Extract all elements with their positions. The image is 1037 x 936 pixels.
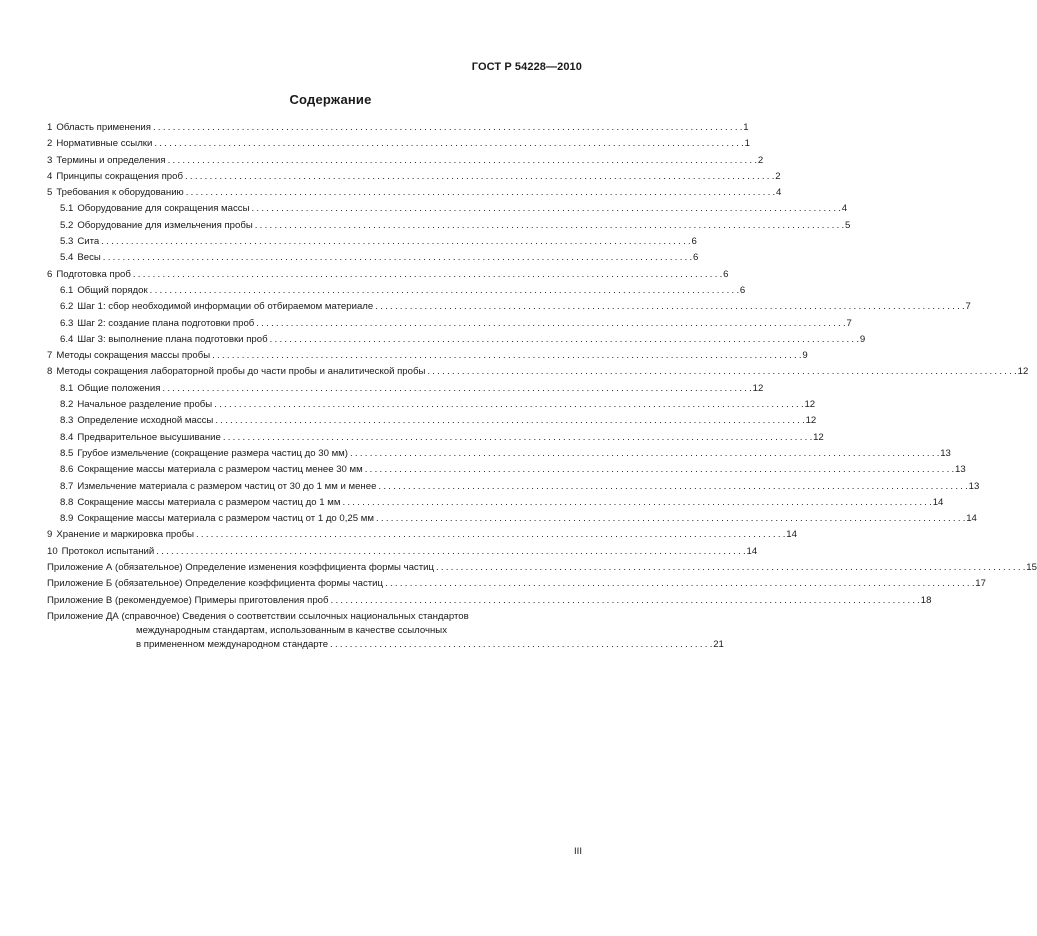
toc-dot-leader [215, 413, 804, 429]
toc-entry-number: 8.7 [60, 480, 74, 492]
toc-dot-leader [365, 462, 954, 478]
toc-entry-page: 14 [786, 529, 797, 541]
toc-entry[interactable] [47, 267, 729, 283]
toc-entry[interactable] [47, 234, 697, 250]
toc-entry[interactable] [47, 332, 866, 348]
toc-entry-page: 6 [693, 252, 699, 264]
toc-entry-title: Нормативные ссылки [56, 138, 153, 150]
toc-entry[interactable] [47, 201, 848, 217]
toc-entry-title: Шаг 1: сбор необходимой информации об отбираемом материале [77, 301, 374, 313]
toc-entry[interactable] [47, 316, 852, 332]
toc-entry-page: 2 [757, 154, 764, 166]
toc-entry-page: 13 [940, 447, 951, 459]
toc-entry-title: Общий порядок [77, 284, 148, 296]
toc-entry-number: 6 [47, 268, 53, 280]
toc-entry[interactable] [47, 430, 824, 446]
toc-entry-number: 5.1 [60, 203, 74, 215]
toc-entry[interactable] [47, 169, 781, 185]
toc-entry-number: 5.3 [60, 236, 74, 248]
toc-dot-leader [375, 299, 964, 315]
toc-dot-leader [196, 527, 785, 543]
toc-entry-page: 6 [723, 268, 729, 280]
toc-entry-title: Предварительное высушивание [77, 431, 221, 443]
toc-entry-page: 1 [743, 122, 749, 133]
toc-entry-title: Приложение В (рекомендуемое) Примеры приготовления проб [47, 594, 329, 606]
toc-entry-page: 14 [746, 545, 758, 557]
toc-dot-leader [156, 544, 745, 560]
toc-entry-number: 8.2 [60, 399, 74, 411]
toc-entry-number: 8.9 [60, 513, 74, 525]
toc-dot-leader [133, 267, 722, 283]
toc-entry[interactable] [47, 479, 980, 495]
toc-entry-page: 6 [739, 284, 746, 296]
toc-entry-title: Приложение А (обязательное) Определение изменения коэффициента формы частиц [47, 562, 434, 574]
toc-entry-page: 9 [859, 333, 866, 345]
toc-dot-leader [186, 185, 775, 201]
toc-entry[interactable] [47, 250, 699, 266]
toc-dot-leader [350, 446, 939, 462]
toc-entries [47, 120, 1037, 609]
toc-entry-title: Шаг 3: выполнение плана подготовки проб [77, 333, 268, 345]
toc-entry-title: Сокращение массы материала с размером частиц от 1 до 0,25 мм [77, 513, 374, 525]
toc-entry-number: 5.2 [60, 219, 74, 231]
toc-entry-number: 4 [47, 170, 53, 182]
toc-entry[interactable] [47, 527, 797, 543]
toc-entry-number: 2 [47, 138, 53, 150]
toc-entry-title: Принципы сокращения проб [56, 170, 183, 182]
toc-entry-page: 12 [804, 399, 816, 411]
toc-dot-leader [150, 283, 739, 299]
toc-dot-leader [168, 153, 757, 169]
toc-dot-leader [255, 218, 844, 234]
toc-entry[interactable] [47, 511, 977, 527]
toc-entry[interactable] [47, 593, 932, 609]
toc-entry-number: 5.4 [60, 252, 74, 264]
toc-entry-page: 6 [691, 236, 697, 248]
toc-entry-title: Протокол испытаний [61, 545, 155, 557]
toc-entry-page: 18 [920, 594, 932, 606]
toc-entry-appendix-da-page: 21 [713, 638, 724, 650]
toc-entry-title: Оборудование для измельчения пробы [77, 219, 253, 231]
toc-entry-page: 2 [775, 170, 781, 182]
toc-title: Содержание [289, 92, 372, 107]
toc-entry[interactable] [47, 576, 986, 592]
toc-entry-page: 4 [776, 187, 782, 199]
toc-entry-appendix-da-line2: международным стандартам, использованным в качестве ссылочных [136, 624, 447, 636]
toc-entry-title: Термины и определения [56, 154, 166, 166]
toc-entry[interactable] [47, 153, 764, 169]
toc-dot-leader [153, 120, 742, 136]
toc-entry[interactable] [47, 348, 808, 364]
toc-entry-page: 9 [802, 350, 808, 362]
toc-entry[interactable] [47, 136, 750, 152]
toc-entry-number: 6.4 [60, 333, 74, 345]
toc-dot-leader [212, 348, 801, 364]
toc-entry-number: 8.1 [60, 382, 74, 394]
toc-entry-page: 14 [932, 496, 944, 508]
toc-entry[interactable] [47, 397, 816, 413]
toc-dot-leader [330, 638, 712, 652]
toc-entry-number: 6.2 [60, 301, 74, 313]
toc-entry-title: Методы сокращения лабораторной пробы до части пробы и аналитической пробы [56, 366, 426, 378]
toc-entry-page: 13 [955, 464, 966, 476]
toc-entry-number: 8.5 [60, 447, 74, 459]
toc-entry-title: Сита [77, 236, 100, 248]
toc-entry-number: 8.3 [60, 415, 74, 427]
toc-entry-title: Весы [77, 252, 101, 264]
toc-entry-page: 12 [805, 415, 817, 427]
toc-entry-title: Измельчение материала с размером частиц от 30 до 1 мм и менее [77, 480, 377, 492]
toc-entry-page: 7 [965, 301, 971, 313]
toc-entry-title: Хранение и маркировка пробы [56, 529, 194, 541]
toc-entry[interactable] [47, 120, 749, 136]
toc-entry-number: 7 [47, 350, 53, 362]
toc-dot-leader [162, 381, 751, 397]
toc-entry-page: 17 [975, 578, 986, 590]
toc-entry[interactable] [47, 364, 1029, 380]
toc-dot-leader [154, 136, 743, 152]
table-of-contents [47, 120, 1037, 651]
toc-entry-number: 9 [47, 529, 53, 541]
toc-entry-page: 7 [846, 317, 852, 329]
toc-dot-leader [378, 479, 967, 495]
toc-entry-number: 6.1 [60, 284, 74, 296]
toc-entry-page: 14 [966, 513, 977, 525]
toc-dot-leader [270, 332, 859, 348]
toc-entry-title: Область применения [56, 122, 151, 133]
toc-entry-title: Приложение Б (обязательное) Определение коэффициента формы частиц [47, 578, 384, 590]
toc-entry[interactable] [47, 299, 971, 315]
toc-entry-number: 1 [47, 122, 53, 133]
toc-entry-title: Оборудование для сокращения массы [77, 203, 250, 215]
toc-entry[interactable] [47, 283, 746, 299]
toc-entry-title: Шаг 2: создание плана подготовки проб [77, 317, 255, 329]
toc-entry-title: Общие положения [77, 382, 161, 394]
toc-entry-title: Начальное разделение пробы [77, 399, 213, 411]
toc-entry-title: Определение исходной массы [77, 415, 214, 427]
toc-entry-title: Грубое измельчение (сокращение размера частиц до 30 мм) [77, 447, 348, 459]
toc-entry[interactable] [47, 544, 758, 560]
toc-entry-page: 12 [1017, 366, 1029, 378]
toc-entry-page: 13 [968, 480, 980, 492]
toc-entry-title: Подготовка проб [56, 268, 131, 280]
toc-dot-leader [103, 250, 692, 266]
toc-entry-appendix-da-line1: Приложение ДА (справочное) Сведения о соответствии ссылочных национальных стандартов [47, 610, 469, 622]
toc-entry-title: Сокращение массы материала с размером частиц до 1 мм [77, 496, 341, 508]
toc-dot-leader [331, 593, 920, 609]
toc-dot-leader [385, 576, 974, 592]
toc-entry-page: 15 [1026, 562, 1037, 574]
toc-dot-leader [251, 201, 840, 217]
toc-entry-page: 1 [744, 138, 750, 150]
toc-entry-page: 4 [841, 203, 848, 215]
toc-entry-title: Методы сокращения массы пробы [56, 350, 211, 362]
toc-entry-appendix-da-line3-text: в примененном международном стандарте [136, 638, 329, 650]
toc-dot-leader [376, 511, 965, 527]
toc-entry-page: 12 [813, 431, 824, 443]
toc-entry-number: 5 [47, 187, 53, 199]
toc-dot-leader [436, 560, 1025, 576]
toc-entry-page: 5 [845, 219, 851, 231]
toc-entry[interactable] [47, 218, 851, 234]
toc-entry-appendix-da[interactable] [47, 610, 724, 651]
toc-entry[interactable] [47, 462, 966, 478]
document-code: ГОСТ Р 54228—2010 [471, 61, 582, 73]
toc-dot-leader [223, 430, 812, 446]
toc-entry-number: 10 [47, 545, 58, 557]
toc-entry-title: Сокращение массы материала с размером частиц менее 30 мм [77, 464, 363, 476]
toc-entry-number: 8.4 [60, 431, 74, 443]
toc-entry-number: 8.8 [60, 496, 74, 508]
toc-entry-appendix-da-line3 [47, 638, 724, 652]
toc-entry-page: 12 [752, 382, 764, 394]
toc-entry-number: 3 [47, 154, 53, 166]
toc-dot-leader [185, 169, 774, 185]
toc-entry[interactable] [47, 560, 1037, 576]
toc-entry-number: 6.3 [60, 317, 74, 329]
toc-entry[interactable] [47, 381, 764, 397]
toc-entry[interactable] [47, 185, 782, 201]
toc-dot-leader [342, 495, 931, 511]
toc-dot-leader [101, 234, 690, 250]
toc-entry-title: Требования к оборудованию [56, 187, 184, 199]
toc-dot-leader [427, 364, 1016, 380]
toc-entry[interactable] [47, 413, 817, 429]
toc-entry[interactable] [47, 446, 951, 462]
toc-entry-number: 8.6 [60, 464, 74, 476]
toc-dot-leader [214, 397, 803, 413]
toc-entry-number: 8 [47, 366, 53, 378]
toc-dot-leader [256, 316, 845, 332]
page-number: III [574, 846, 582, 857]
toc-entry[interactable] [47, 495, 944, 511]
